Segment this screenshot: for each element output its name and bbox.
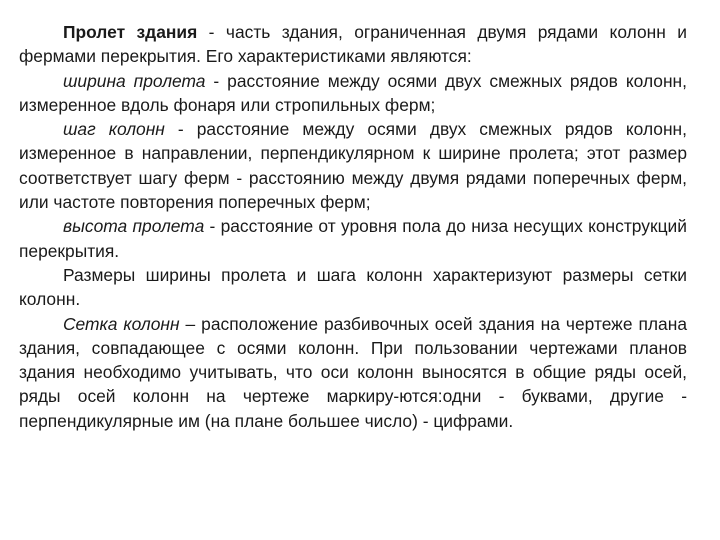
term-span-width: ширина пролета (63, 70, 206, 91)
term-column-grid: Сетка колонн (63, 313, 180, 334)
paragraph-text: - расстояние от уровня пола до низа несущих конструкций перекрытия. (19, 216, 687, 261)
term-span-of-building: Пролет здания (63, 22, 198, 42)
paragraph-column-pitch (19, 117, 687, 214)
term-column-pitch: шаг колонн (63, 119, 165, 140)
paragraph-span-width (19, 69, 687, 118)
paragraph-span-height (19, 214, 687, 263)
paragraph-text: - расстояние между осями двух смежных рядов колонн, измеренное в направлении, перпендикулярном к ширине пролета; этот размер соответствует шагу ферм - расстоянию между двумя рядами поперечных ферм, или частоте повторения поперечных ферм; (19, 119, 687, 213)
paragraph-span-definition (19, 20, 687, 69)
paragraph-text: Размеры ширины пролета и шага колонн характеризуют размеры сетки колонн. (19, 264, 687, 310)
paragraph-text: – расположение разбивочных осей здания на чертеже плана здания, совпадающее с осями колонн. При пользовании чертежами планов здания необходимо учитывать, что оси колонн выносятся в общие ряды осей, ряды осей колонн на чертеже маркиру-ются:одни - буквами, другие - перпендикулярные им (на плане большее число) - цифрами. (19, 313, 687, 431)
paragraph-text: - часть здания, ограниченная двумя рядами колонн и фермами перекрытия. Его характеристиками являются: (19, 22, 687, 67)
paragraph-column-grid (19, 312, 687, 433)
paragraph-text: - расстояние между осями двух смежных рядов колонн, измеренное вдоль фонаря или стропильных ферм; (19, 70, 687, 115)
paragraph-grid-size (19, 263, 687, 312)
term-span-height: высота пролета (63, 216, 205, 237)
